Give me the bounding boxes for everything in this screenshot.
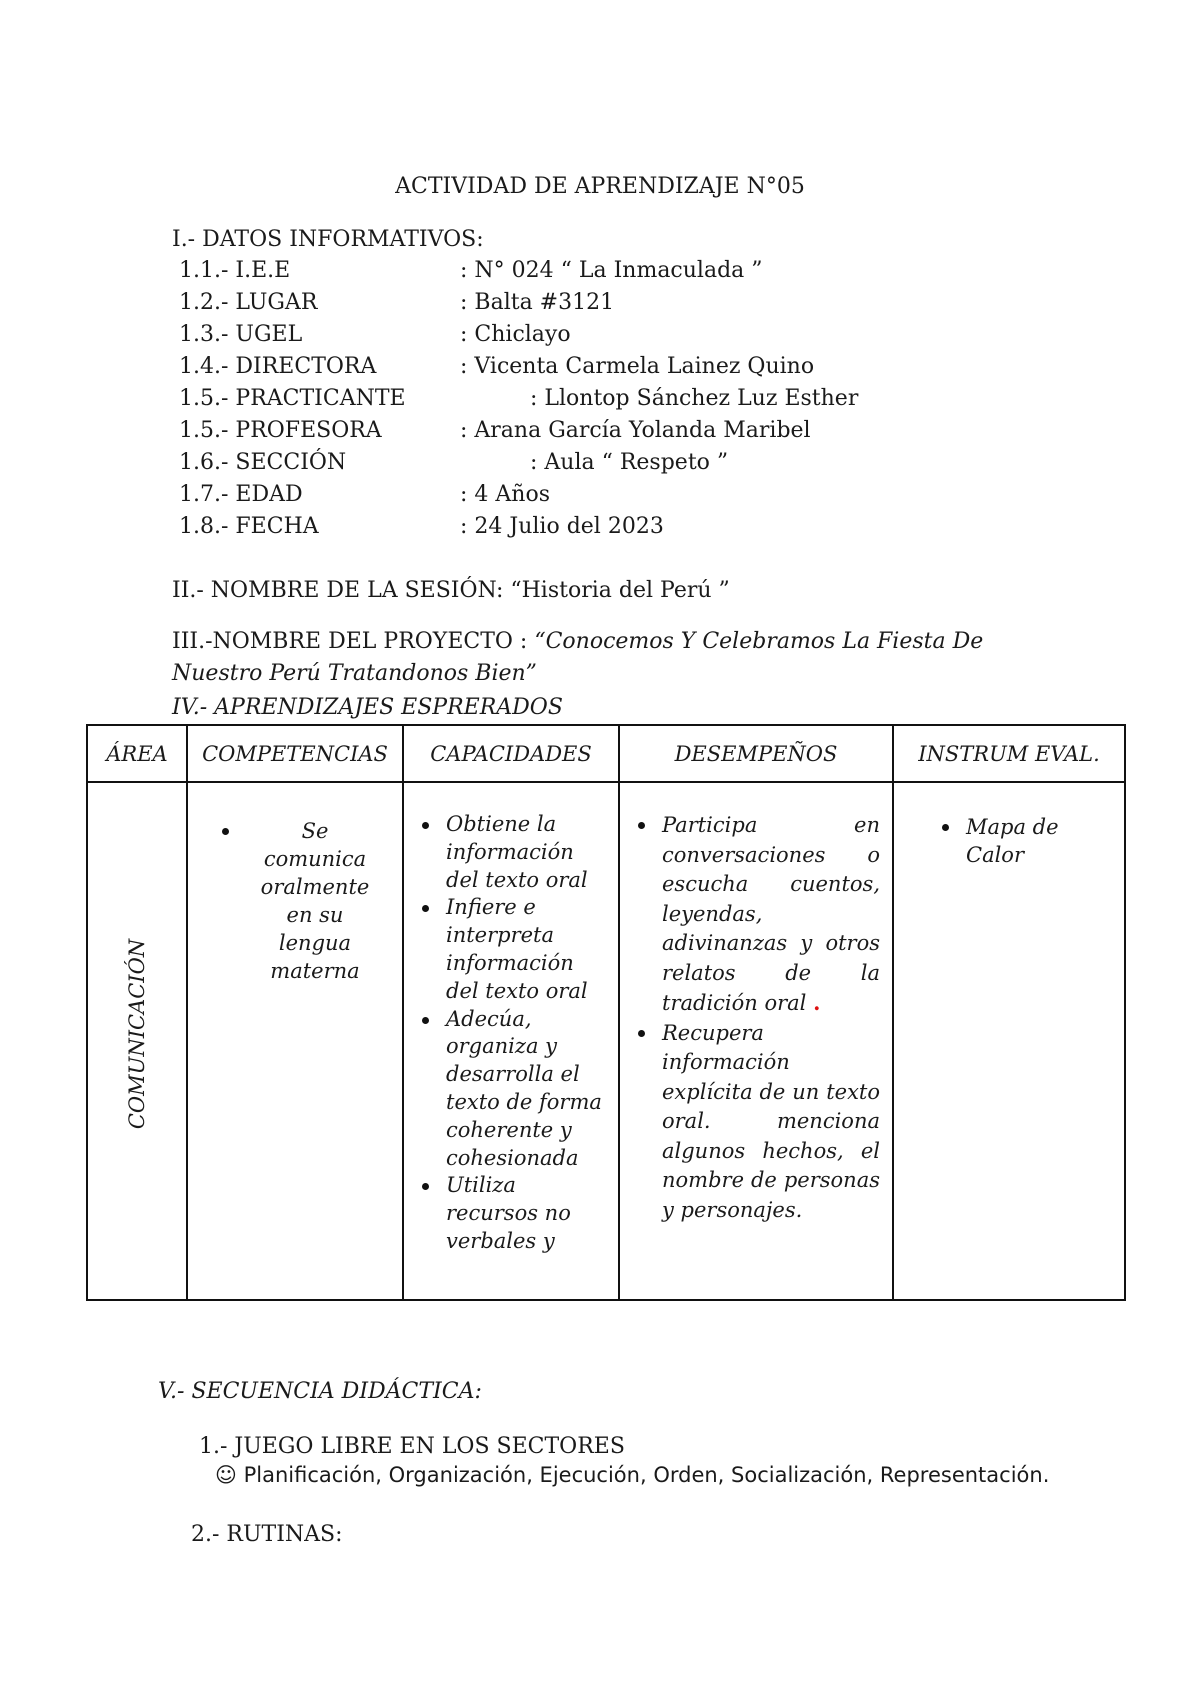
table-header-row — [87, 725, 1125, 782]
desempeno-item-text: Recupera información explícita de un texto oral. menciona algunos hechos, el nombre de personas y personajes. — [662, 1020, 880, 1222]
area-label: COMUNICACIÓN — [125, 938, 149, 1129]
page-title: ACTIVIDAD DE APRENDIZAJE N°05 — [395, 174, 805, 199]
capacidad-item — [416, 1006, 610, 1173]
desempeno-item — [632, 1019, 880, 1226]
capacidad-item — [416, 1172, 610, 1255]
capacidad-item-text: Adecúa, organiza y desarrolla el texto de forma coherente y cohesionada — [446, 1006, 602, 1170]
instrumentos-list — [936, 813, 1114, 869]
section-4-heading: IV.- APRENDIZAJES ESPRERADOS — [172, 695, 563, 720]
info-row — [179, 482, 979, 508]
sequence-item-1-detail — [215, 1465, 1049, 1486]
header-area: ÁREA — [87, 725, 187, 782]
competencia-item — [218, 817, 390, 985]
capacidad-item — [416, 811, 610, 894]
info-value: : Chiclayo — [460, 322, 571, 347]
instrumento-item — [936, 813, 1114, 869]
capacidad-item-text: Utiliza recursos no verbales y — [446, 1173, 571, 1253]
sequence-item-2: 2.- RUTINAS: — [191, 1522, 343, 1547]
info-row — [179, 450, 979, 476]
info-value: : N° 024 “ La Inmaculada ” — [460, 258, 763, 283]
desempenos-list — [632, 811, 880, 1225]
info-row — [179, 418, 979, 444]
area-cell — [87, 782, 187, 1300]
capacidad-item-text: Infiere e interpreta información del texto oral — [446, 895, 588, 1003]
info-value: : Vicenta Carmela Lainez Quino — [460, 354, 815, 379]
info-label: 1.1.- I.E.E — [179, 258, 291, 283]
info-row — [179, 386, 979, 412]
section-3-project — [172, 626, 1052, 690]
info-label: 1.4.- DIRECTORA — [179, 354, 377, 379]
desempenos-cell — [619, 782, 893, 1300]
info-row — [179, 258, 979, 284]
header-desempenos: DESEMPEÑOS — [619, 725, 893, 782]
info-label: 1.6.- SECCIÓN — [179, 450, 347, 475]
capacidades-cell — [403, 782, 619, 1300]
info-value: : Arana García Yolanda Maribel — [460, 418, 811, 443]
info-label: 1.8.- FECHA — [179, 514, 319, 539]
section-5-heading: V.- SECUENCIA DIDÁCTICA: — [158, 1379, 482, 1404]
info-label: 1.2.- LUGAR — [179, 290, 318, 315]
section-1-heading: I.- DATOS INFORMATIVOS: — [172, 227, 484, 252]
item-1-detail-text: Planificación, Organización, Ejecución, Orden, Socialización, Representación. — [243, 1463, 1050, 1487]
instrumento-item-text: Mapa de Calor — [966, 815, 1059, 867]
capacidad-item-text: Obtiene la información del texto oral — [446, 812, 588, 892]
header-capacidades: CAPACIDADES — [403, 725, 619, 782]
info-value: : 4 Años — [460, 482, 550, 507]
info-label: 1.5.- PRACTICANTE — [179, 386, 406, 411]
competencia-item-text: Se comunica oralmente en su lengua materna — [260, 819, 370, 983]
info-row — [179, 322, 979, 348]
competencias-cell — [187, 782, 403, 1300]
header-instrumentos: INSTRUM EVAL. — [893, 725, 1125, 782]
info-value: : Llontop Sánchez Luz Esther — [530, 386, 859, 411]
project-name: “Conocemos Y Celebramos La Fiesta De Nuestro Perú Tratandonos Bien” — [172, 629, 984, 686]
info-row — [179, 514, 979, 540]
info-label: 1.3.- UGEL — [179, 322, 303, 347]
section-2-session-name: II.- NOMBRE DE LA SESIÓN: “Historia del Perú ” — [172, 578, 730, 603]
learning-table — [86, 724, 1126, 1301]
info-value: : Balta #3121 — [460, 290, 615, 315]
table-row — [87, 782, 1125, 1300]
smiley-icon: ☺ — [215, 1463, 237, 1487]
info-value: : 24 Julio del 2023 — [460, 514, 664, 539]
desempeno-item — [632, 811, 880, 1019]
sequence-item-1: 1.- JUEGO LIBRE EN LOS SECTORES — [199, 1434, 625, 1459]
info-value: : Aula “ Respeto ” — [530, 450, 729, 475]
capacidad-item — [416, 894, 610, 1005]
header-competencias: COMPETENCIAS — [187, 725, 403, 782]
info-label: 1.5.- PROFESORA — [179, 418, 382, 443]
capacidades-list — [416, 811, 610, 1256]
competencias-list — [218, 817, 390, 985]
info-row — [179, 290, 979, 316]
info-row — [179, 354, 979, 380]
info-label: 1.7.- EDAD — [179, 482, 303, 507]
project-prefix: III.-NOMBRE DEL PROYECTO : — [172, 629, 535, 654]
instrumentos-cell — [893, 782, 1125, 1300]
desempeno-mark: . — [813, 990, 821, 1015]
desempeno-item-text: Participa en conversaciones o escucha cuentos, leyendas, adivinanzas y otros relatos de la tradición oral — [662, 813, 880, 1015]
